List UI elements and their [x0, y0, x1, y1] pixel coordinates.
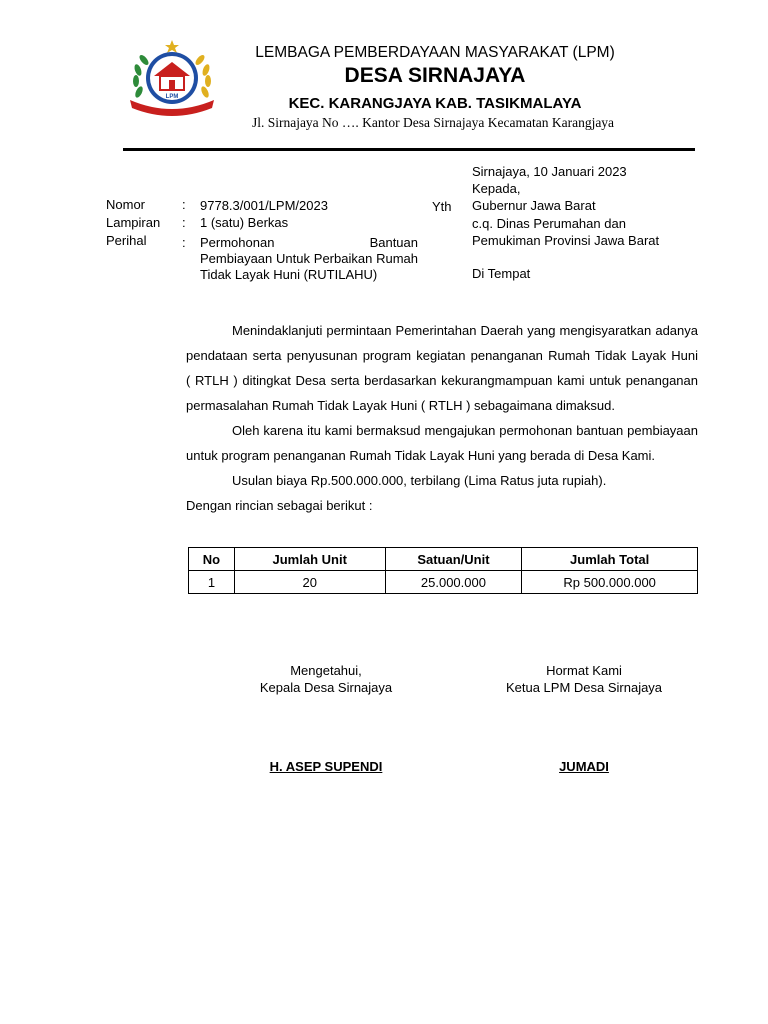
nomor-value: 9778.3/001/LPM/2023 [200, 198, 328, 213]
sig-right-line-2: Ketua LPM Desa Sirnajaya [505, 680, 663, 695]
cell-jumlah-unit: 20 [234, 571, 385, 594]
th-jumlah-unit: Jumlah Unit [234, 548, 385, 571]
body-p1-line-3: ( RTLH ) ditingkat Desa serta berdasarkan kekurangmampuan kami untuk penanganan [186, 373, 698, 388]
perihal-line-1: Permohonan Bantuan [200, 235, 418, 250]
sig-left-line-1: Mengetahui, [290, 663, 362, 678]
cell-jumlah-total: Rp 500.000.000 [522, 571, 698, 594]
th-satuan-unit: Satuan/Unit [385, 548, 522, 571]
yth-label: Yth [432, 199, 452, 214]
header-village: DESA SIRNAJAYA [344, 64, 526, 87]
table-header-row [189, 548, 698, 571]
lampiran-colon: : [182, 215, 186, 230]
body-p1-line-4: permasalahan Rumah Tidak Layak Huni ( RTLH ) sebagaimana dimaksud. [186, 398, 615, 413]
lampiran-value: 1 (satu) Berkas [200, 215, 289, 230]
table-row [189, 571, 698, 594]
body-p2-line-1: Oleh karena itu kami bermaksud mengajukan permohonan bantuan pembiayaan [232, 423, 698, 438]
nomor-label: Nomor [106, 197, 146, 212]
sig-left-name: H. ASEP SUPENDI [269, 759, 383, 774]
recipient-place: Di Tempat [472, 266, 531, 281]
svg-text:LPM: LPM [165, 94, 179, 100]
recipient-line-3: c.q. Dinas Perumahan dan [472, 216, 626, 231]
lampiran-label: Lampiran [106, 215, 161, 230]
sig-right-line-1: Hormat Kami [546, 663, 622, 678]
letter-date: Sirnajaya, 10 Januari 2023 [472, 164, 627, 179]
th-no: No [189, 548, 235, 571]
th-jumlah-total: Jumlah Total [522, 548, 698, 571]
header-district: KEC. KARANGJAYA KAB. TASIKMALAYA [288, 95, 582, 112]
body-p3: Usulan biaya Rp.500.000.000, terbilang (Lima Ratus juta rupiah). [232, 473, 607, 488]
body-p1-line-1: Menindaklanjuti permintaan Pemerintahan Daerah yang mengisyaratkan adanya [232, 323, 698, 338]
cell-satuan-unit: 25.000.000 [385, 571, 522, 594]
header-divider [123, 148, 695, 151]
perihal-colon: : [182, 235, 186, 250]
perihal-line-2: Pembiayaan Untuk Perbaikan Rumah [200, 251, 418, 266]
body-p2-line-2: untuk program penanganan Rumah Tidak Layak Huni yang berada di Desa Kami. [186, 448, 656, 463]
recipient-line-2: Gubernur Jawa Barat [472, 198, 596, 213]
header-org: LEMBAGA PEMBERDAYAAN MASYARAKAT (LPM) [255, 44, 615, 61]
sig-left-line-2: Kepala Desa Sirnajaya [259, 680, 393, 695]
recipient-line-4: Pemukiman Provinsi Jawa Barat [472, 233, 660, 248]
cell-no: 1 [189, 571, 235, 594]
rincian-table [188, 547, 698, 594]
header-address: Jl. Sirnajaya No …. Kantor Desa Sirnajaya Kecamatan Karangjaya [251, 115, 615, 130]
nomor-colon: : [182, 197, 186, 212]
lpm-logo [124, 38, 220, 120]
sig-right-name: JUMADI [559, 759, 609, 774]
body-p4: Dengan rincian sebagai berikut : [186, 498, 373, 513]
recipient-line-1: Kepada, [472, 181, 521, 196]
perihal-line-3: Tidak Layak Huni (RUTILAHU) [200, 267, 378, 282]
body-p1-line-2: pendataan serta penyusunan program kegiatan penanganan Rumah Tidak Layak Huni [186, 348, 698, 363]
perihal-label: Perihal [106, 233, 147, 248]
